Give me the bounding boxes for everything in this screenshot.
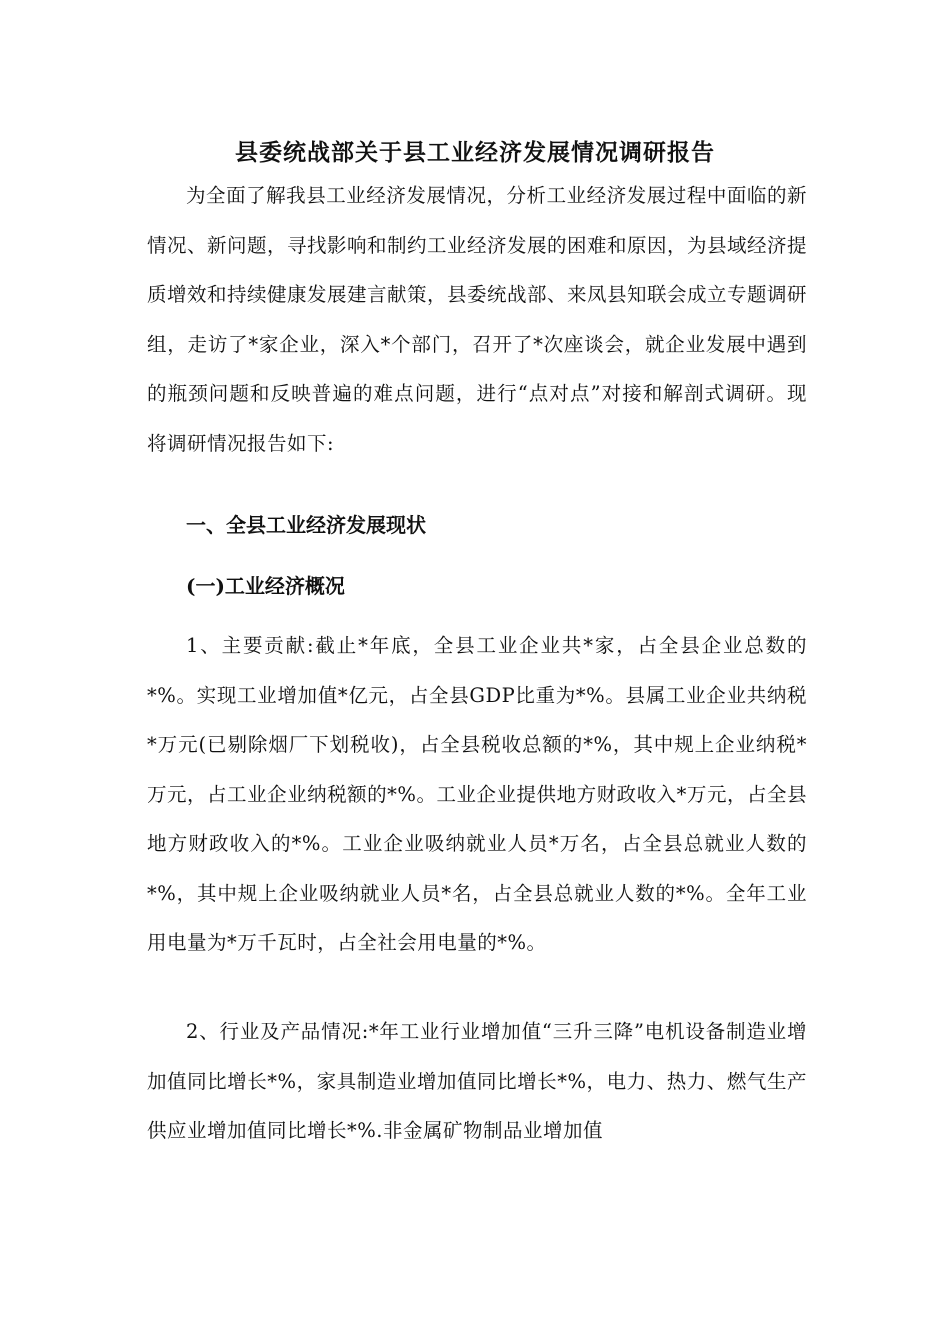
industry-paragraph: 2、行业及产品情况:*年工业行业增加值“三升三降”电机设备制造业增加值同比增长*%，家具制造业增加值同比增长*%，电力、热力、燃气生产供应业增加值同比增长*%.非金属矿物制品业增加值 [147,1020,807,1142]
intro-paragraph: 为全面了解我县工业经济发展情况，分析工业经济发展过程中面临的新情况、新问题，寻找影响和制约工业经济发展的困难和原因，为县域经济提质增效和持续健康发展建言献策，县委统战部、来凤县知联会成立专题调研组，走访了*家企业，深入*个部门，召开了*次座谈会，就企业发展中遇到的瓶颈问题和反映普遍的难点问题，进行“点对点”对接和解剖式调研。现将调研情况报告如下: [147,184,808,455]
contribution-paragraph: 1、主要贡献:截止*年底，全县工业企业共*家，占全县企业总数的*%。实现工业增加值*亿元，占全县GDP比重为*%。县属工业企业共纳税*万元(已剔除烟厂下划税收)，占全县税收总额的*%，其中规上企业纳税*万元，占工业企业纳税额的*%。工业企业提供地方财政收入*万元，占全县地方财政收入的*%。工业企业吸纳就业人员*万名，占全县总就业人数的*%，其中规上企业吸纳就业人员*名，占全县总就业人数的*%。全年工业用电量为*万千瓦时，占全社会用电量的*%。 [147,634,807,954]
subsection-heading-economy-overview: (一)工业经济概况 [186,574,345,598]
document-title: 县委统战部关于县工业经济发展情况调研报告 [235,139,715,166]
section-heading-development-status: 一、全县工业经济发展现状 [186,513,426,537]
